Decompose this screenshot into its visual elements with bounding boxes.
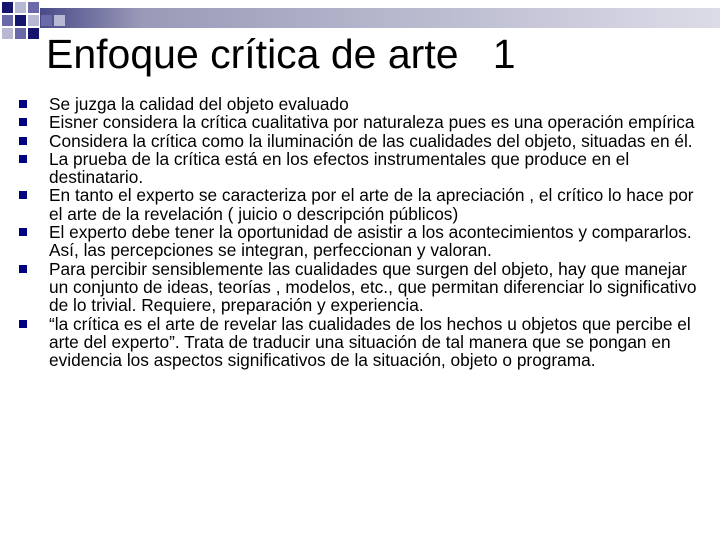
bullet-item <box>19 315 709 370</box>
bullet-item <box>19 223 709 260</box>
bullet-text: Eisner considera la crítica cualitativa por naturaleza pues es una operación empírica <box>49 112 695 133</box>
bullet-item <box>19 95 709 113</box>
bullet-item <box>19 132 709 150</box>
bullet-text: En tanto el experto se caracteriza por el arte de la apreciación , el crítico lo hace por el arte de la revelación ( juicio o descripción públicos) <box>49 185 694 224</box>
bullet-item <box>19 113 709 131</box>
bullet-text: Considera la crítica como la iluminación de las cualidades del objeto, situadas en él. <box>49 130 693 151</box>
square-bullet-icon <box>19 228 27 236</box>
bullet-text: Se juzga la calidad del objeto evaluado <box>49 94 349 114</box>
square-bullet-icon <box>19 191 27 199</box>
bullet-text: El experto debe tener la oportunidad de asistir a los acontecimientos y compararlos. Así, las percepciones se integran, perfeccionan y valoran. <box>49 222 692 261</box>
bullet-list <box>19 95 709 369</box>
slide-title: Enfoque crítica de arte 1 <box>46 31 516 77</box>
bullet-item <box>19 186 709 223</box>
bullet-text: La prueba de la crítica está en los efectos instrumentales que produce en el destinatario. <box>49 148 630 188</box>
bullet-item <box>19 260 709 315</box>
square-bullet-icon <box>19 100 27 108</box>
top-gradient-bar <box>40 8 720 28</box>
square-bullet-icon <box>19 265 27 273</box>
bullet-text: “la crítica es el arte de revelar las cualidades de los hechos u objetos que percibe el arte del experto”. Trata de traducir una situación de tal manera que se pongan en evidencia los aspectos significativos de la situación, objeto o programa. <box>49 313 691 371</box>
bullet-text: Para percibir sensiblemente las cualidades que surgen del objeto, hay que manejar un conjunto de ideas, teorías , modelos, etc., que permitan diferenciar lo significativo de lo trivial. Requiere, preparación y experiencia. <box>49 258 697 316</box>
square-bullet-icon <box>19 320 27 328</box>
square-bullet-icon <box>19 137 27 145</box>
square-bullet-icon <box>19 118 27 126</box>
bullet-item <box>19 150 709 187</box>
square-bullet-icon <box>19 155 27 163</box>
